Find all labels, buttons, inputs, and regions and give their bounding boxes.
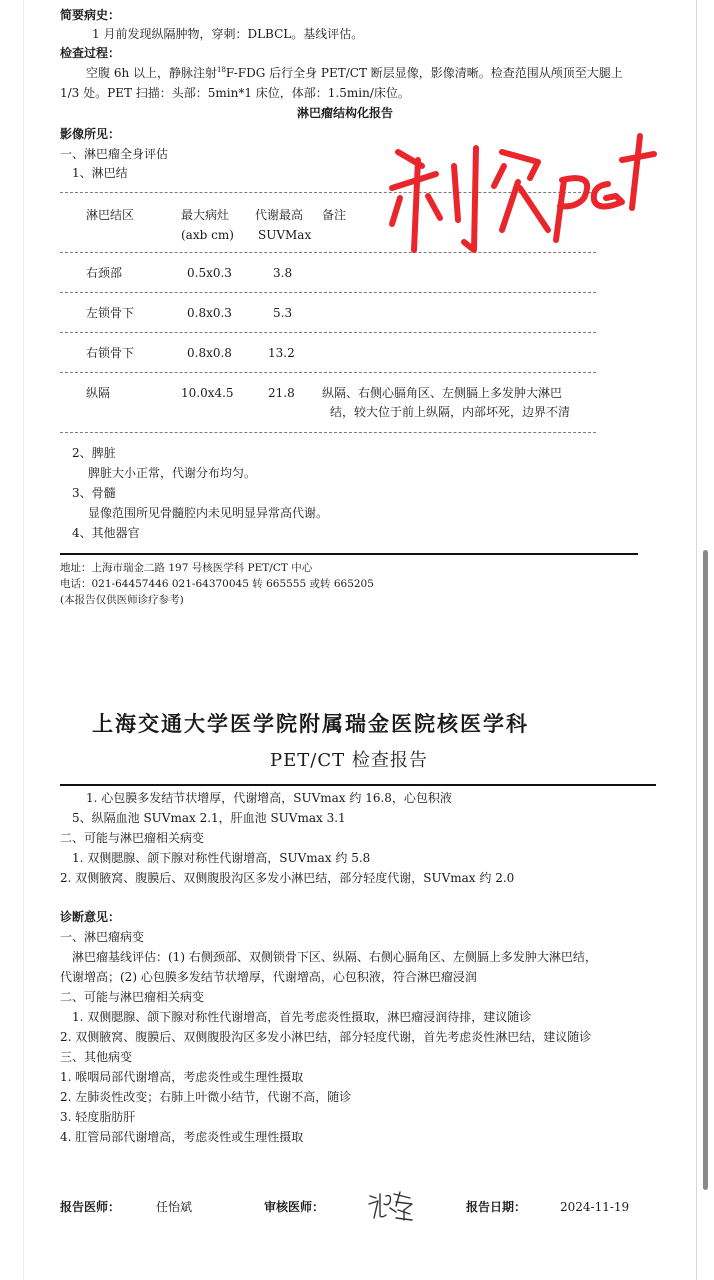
- reviewer-signature: [366, 1188, 416, 1228]
- diagnosis-heading: 诊断意见：: [60, 910, 121, 924]
- procedure-line-2: 1/3 处。PET 扫描：头部：5min*1 床位，体部：1.5min/床位。: [60, 86, 410, 100]
- reviewer-label: 审核医师：: [264, 1200, 325, 1214]
- diagnosis-line: 4. 肛管局部代谢增高，考虑炎性或生理性摄取: [60, 1130, 304, 1144]
- spleen-text: 脾脏大小正常，代谢分布均匀。: [88, 466, 257, 480]
- table-cell-suv: 13.2: [268, 346, 295, 360]
- table-cell-size: 10.0x4.5: [181, 386, 234, 400]
- handwritten-annotation: [370, 122, 660, 266]
- table-cell-note: 结，较大位于前上纵隔，内部坏死，边界不清: [330, 405, 571, 419]
- continued-line: 1. 双侧腮腺、颌下腺对称性代谢增高，SUVmax 约 5.8: [72, 851, 371, 865]
- table-cell-suv: 21.8: [268, 386, 295, 400]
- history-text: 1 月前发现纵隔肿物，穿刺：DLBCL。基线评估。: [92, 27, 364, 41]
- table-header-suv: 代谢最高: [255, 208, 304, 222]
- hospital-title: 上海交通大学医学院附属瑞金医院核医学科: [92, 711, 529, 736]
- lymph-node-subheading: 1、淋巴结: [72, 166, 128, 180]
- footer-divider: [60, 553, 638, 555]
- findings-heading: 影像所见：: [60, 127, 121, 141]
- footer-disclaimer: (本报告仅供医师诊疗参考): [60, 594, 184, 606]
- table-cell-size: 0.8x0.8: [187, 346, 232, 360]
- diagnosis-line: 2. 左肺炎性改变；右肺上叶微小结节，代谢不高，随诊: [60, 1090, 352, 1104]
- diagnosis-line: 淋巴瘤基线评估：(1) 右侧颈部、双侧锁骨下区、纵隔、右侧心膈角区、左侧膈上多发肿大淋巴结，: [72, 950, 597, 964]
- report-date: 2024-11-19: [560, 1200, 630, 1214]
- handwriting-strokes: [370, 122, 660, 262]
- table-header-note: 备注: [322, 208, 347, 222]
- continued-line: 2. 双侧腋窝、腹膜后、双侧腹股沟区多发小淋巴结，部分轻度代谢，SUVmax 约 2.0: [60, 871, 515, 885]
- table-cell-suv: 3.8: [273, 266, 293, 280]
- table-cell-region: 左锁骨下: [86, 306, 135, 320]
- continued-line: 1. 心包膜多发结节状增厚，代谢增高，SUVmax 约 16.8，心包积液: [86, 791, 452, 805]
- marrow-heading: 3、骨髓: [72, 486, 116, 500]
- findings-section-1: 一、淋巴瘤全身评估: [60, 147, 169, 161]
- header-divider: [60, 784, 656, 786]
- continued-section-heading: 二、可能与淋巴瘤相关病变: [60, 831, 205, 845]
- diagnosis-line: 2. 双侧腋窝、腹膜后、双侧腹股沟区多发小淋巴结，部分轻度代谢，首先考虑炎性淋巴结，建议随诊: [60, 1030, 592, 1044]
- table-header-size-unit: (axb cm): [181, 228, 234, 242]
- table-header-suv-unit: SUVMax: [258, 228, 312, 242]
- history-heading: 简要病史：: [60, 8, 121, 22]
- continued-line: 5、纵隔血池 SUVmax 2.1，肝血池 SUVmax 3.1: [72, 811, 346, 825]
- table-divider: [60, 332, 596, 333]
- diagnosis-section-3: 三、其他病变: [60, 1050, 133, 1064]
- table-cell-region: 右锁骨下: [86, 346, 135, 360]
- table-cell-size: 0.8x0.3: [187, 306, 232, 320]
- structured-report-title: 淋巴瘤结构化报告: [297, 106, 394, 120]
- table-cell-region: 右颈部: [86, 266, 123, 280]
- table-header-region: 淋巴结区: [86, 208, 135, 222]
- report-doctor-name: 任怡斌: [156, 1200, 193, 1214]
- table-divider: [60, 432, 596, 433]
- spleen-heading: 2、脾脏: [72, 446, 116, 460]
- procedure-heading: 检查过程：: [60, 46, 121, 60]
- signature-strokes: [366, 1188, 416, 1224]
- table-cell-note: 纵隔、右侧心膈角区、左侧膈上多发肿大淋巴: [322, 386, 563, 400]
- diagnosis-section-1: 一、淋巴瘤病变: [60, 930, 145, 944]
- diagnosis-line: 1. 双侧腮腺、颌下腺对称性代谢增高，首先考虑炎性摄取，淋巴瘤浸润待排，建议随诊: [72, 1010, 532, 1024]
- table-cell-suv: 5.3: [273, 306, 293, 320]
- table-divider: [60, 372, 596, 373]
- table-cell-region: 纵隔: [86, 386, 111, 400]
- table-header-size: 最大病灶: [181, 208, 230, 222]
- report-title: PET/CT 检查报告: [270, 750, 428, 771]
- diagnosis-line: 1. 喉咽局部代谢增高，考虑炎性或生理性摄取: [60, 1070, 304, 1084]
- other-organs-heading: 4、其他器官: [72, 526, 140, 540]
- procedure-line-1: 空腹 6h 以上，静脉注射$^{18}$F-FDG 后行全身 PET/CT 断层显像，影像清晰。检查范围从颅顶至大腿上: [86, 66, 623, 80]
- table-divider: [60, 292, 596, 293]
- marrow-text: 显像范围所见骨髓腔内未见明显异常高代谢。: [88, 506, 329, 520]
- report-doctor-label: 报告医师：: [60, 1200, 121, 1214]
- report-date-label: 报告日期：: [466, 1200, 527, 1214]
- diagnosis-section-2: 二、可能与淋巴瘤相关病变: [60, 990, 205, 1004]
- diagnosis-line: 3. 轻度脂肪肝: [60, 1110, 136, 1124]
- diagnosis-line: 代谢增高；(2) 心包膜多发结节状增厚，代谢增高，心包积液，符合淋巴瘤浸润: [60, 970, 477, 984]
- footer-address: 地址：上海市瑞金二路 197 号核医学科 PET/CT 中心: [60, 562, 313, 574]
- footer-phone: 电话：021-64457446 021-64370045 转 665555 或转 665205: [60, 578, 374, 590]
- scrollbar[interactable]: [703, 550, 708, 1190]
- table-cell-size: 0.5x0.3: [187, 266, 232, 280]
